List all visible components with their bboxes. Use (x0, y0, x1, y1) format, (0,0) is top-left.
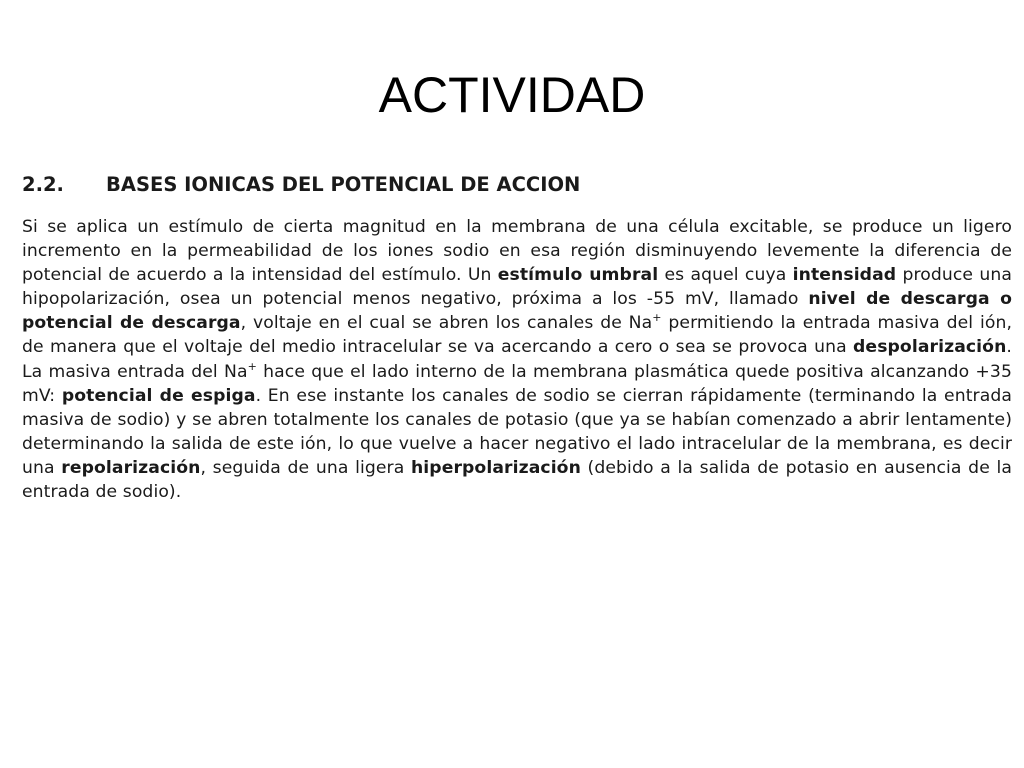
bold-term-potencial-de-espiga: potencial de espiga (61, 385, 256, 406)
section-heading (22, 170, 1012, 200)
superscript-plus: + (247, 359, 257, 373)
body-paragraph (22, 215, 1012, 504)
slide-title: ACTIVIDAD (378, 67, 646, 123)
text-run: . La masiva entrada del Na (22, 337, 1012, 382)
text-run: , voltaje en el cual se abren los canales de Na (240, 313, 653, 334)
text-run: es aquel cuya (658, 265, 793, 286)
section-title: BASES IONICAS DEL POTENCIAL DE ACCION (106, 173, 581, 196)
text-run: . En ese instante los canales de sodio se cierran rápidamente (terminando la entrada masiva de sodio) y se abren totalmente los canales de potasio (que ya se habían comenzado a abrir lentamente) determinando la salida de este ión, lo que vuelve a hacer negativo el lado intracelular de la membrana, es decir una (22, 385, 1012, 478)
text-run: permitiendo la entrada masiva del ión, de manera que el voltaje del medio intracelular se va acercando a cero o sea se provoca una (22, 313, 1013, 358)
bold-term-nivel-de-descarga: nivel de descarga o potencial de descarga (22, 289, 1012, 334)
bold-term-hiperpolarizacion: hiperpolarización (410, 457, 581, 478)
embedded-document-image (22, 170, 1012, 504)
bold-term-estimulo-umbral: estímulo umbral (497, 265, 659, 286)
text-run: Si se aplica un estímulo de cierta magnitud en la membrana de una célula excitable, se produce un ligero incremento en la permeabilidad de los iones sodio en esa región disminuyendo levemente la diferencia de potencial de acuerdo a la intensidad del estímulo. Un (22, 217, 1012, 286)
text-run: , seguida de una ligera (200, 457, 411, 478)
bold-term-repolarizacion: repolarización (61, 457, 201, 478)
bold-term-intensidad: intensidad (792, 265, 897, 286)
text-run: (debido a la salida de potasio en ausencia de la entrada de sodio). (22, 457, 1012, 503)
superscript-plus: + (652, 311, 662, 325)
bold-term-despolarizacion: despolarización (853, 337, 1007, 358)
text-run: hace que el lado interno de la membrana plasmática quede positiva alcanzando +35 mV: (22, 361, 1012, 406)
text-run: produce una hipopolarización, osea un potencial menos negativo, próxima a los -55 mV, llamado (22, 265, 1012, 310)
section-number: 2.2. (22, 173, 64, 196)
